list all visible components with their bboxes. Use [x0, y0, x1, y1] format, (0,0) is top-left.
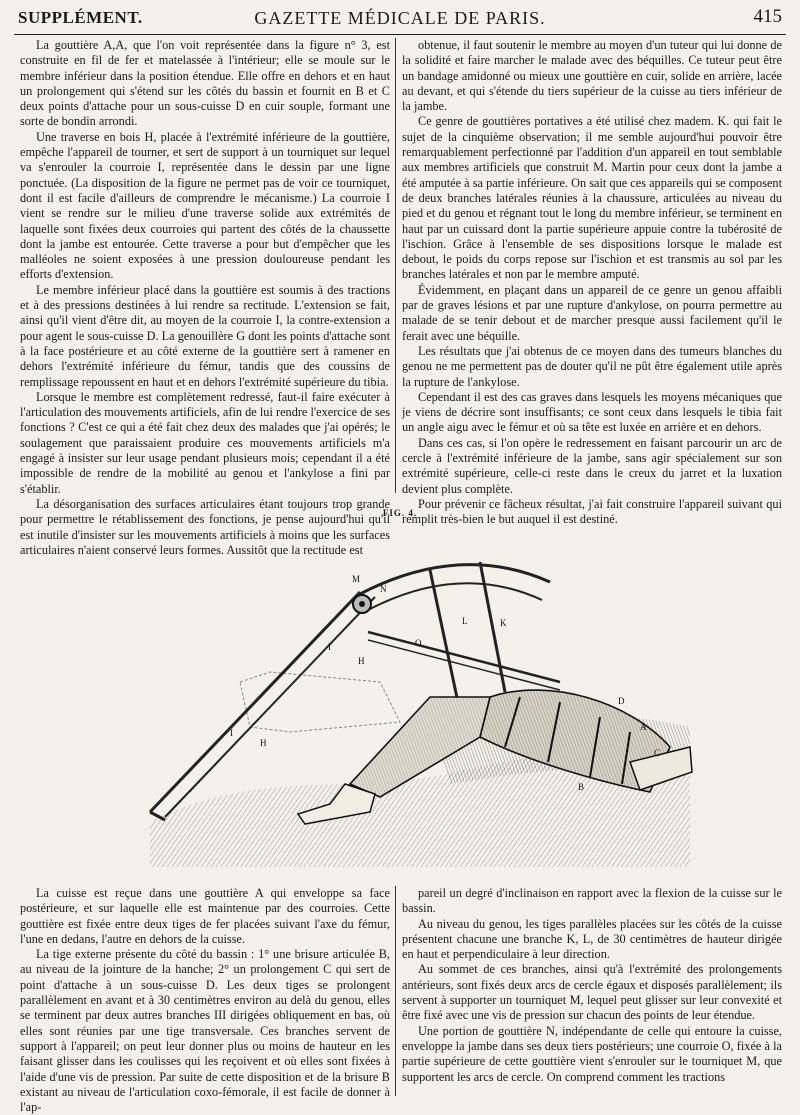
- page-header: [14, 4, 786, 35]
- figure-letter-I: I: [230, 728, 233, 738]
- paragraph: Ce genre de gouttières portatives a été utilisé chez madem. K. qui fait le sujet de la cinquième observation; il me semble aujourd'hui pouvoir être remarquablement perfectionné par l'addition d'un appareil en tout semblable aux membres artificiels que construit M. Martin pour ceux dont la jambe a été amputée à sa partie inférieure. On sait que ces appareils qui se composent de deux branches latérales réunies à la chaussure, articulées au niveau du pied et du genou et régnant tout le long du membre inférieur, se terminent en haut par un cuissard dont la partie supérieure appuie contre la tubérosité de l'ischion. Grâce à l'ensemble de ses dispositions lorsque le malade est debout, le poids du corps repose sur l'ischion et est transmis au sol par les branches latérales et non par le membre amputé.: [402, 114, 782, 282]
- figure-letter-C: C: [654, 748, 661, 758]
- crossbar-upper: [368, 632, 560, 682]
- figure-letter-H: H: [358, 656, 365, 666]
- paragraph: Cependant il est des cas graves dans lesquels les moyens mécaniques que je viens de décrire sont insuffisants; ce sont ceux dans lesquels le tibia fait un angle aigu avec le fémur et où sa tête est luxée en arrière et en dehors.: [402, 389, 782, 435]
- figure-letter-L: L: [462, 616, 468, 626]
- arc-upper: [360, 565, 550, 594]
- column-left-bottom: [20, 886, 390, 1115]
- figure-letter-N: N: [380, 584, 387, 594]
- figure-letter-D: D: [618, 696, 625, 706]
- column-right-bottom: [402, 886, 782, 1096]
- arc-lower: [368, 583, 542, 610]
- header-supplement: SUPPLÉMENT.: [18, 8, 143, 27]
- paragraph: obtenue, il faut soutenir le membre au moyen d'un tuteur qui lui donne de la solidité et faire marcher le malade avec des béquilles. Ce tuteur peut être un bandage amidonné ou mieux une gouttière en cuir, solide en arrière, lacée au devant, et qui s'étende du tiers supérieur de la cuisse au tiers inférieur de la jambe.: [402, 38, 782, 114]
- figure-letter-H: H: [260, 738, 267, 748]
- paragraph: Au sommet de ces branches, ainsi qu'à l'extrémité des prolongements antérieurs, sont fixés deux arcs de cercle égaux et disposés parallèlement; ils servent à supporter un tourniquet M, lequel peut glisser sur leur convexité et être fixé avec une vis de pression sur chacun des points de leur étendue.: [402, 962, 782, 1023]
- figure-letter-O: O: [415, 638, 422, 648]
- journal-title: GAZETTE MÉDICALE DE PARIS.: [254, 8, 546, 28]
- leg-outline-dotted: [240, 672, 400, 732]
- figure-letter-K: K: [500, 618, 507, 628]
- paragraph: pareil un degré d'inclinaison en rapport avec la flexion de la cuisse sur le bassin.: [402, 886, 782, 916]
- paragraph: Évidemment, en plaçant dans un appareil de ce genre un genou affaibli par de graves lésions et par une rupture d'ankylose, on pourra permettre au malade de se tenir debout et de marcher presque aussi facilement qu'il le ferait avec une béquille.: [402, 282, 782, 343]
- paragraph: Lorsque le membre est complètement redressé, faut-il faire exécuter à l'articulation des mouvements artificiels, afin de lui rendre l'exercice de ses fonctions ? C'est ce qui a été fait chez deux des malades que j'ai opérés; le soulagement que paraissaient produire ces mouvements artificiels m'a engagé à insister sur leur usage pendant plusieurs mois; cependant il a été impossible de rendre de la mobilité au genou et l'ankylose a fini par s'établir.: [20, 389, 390, 496]
- column-divider: [395, 886, 396, 1096]
- column-left-top: [20, 38, 390, 557]
- paragraph: Le membre inférieur placé dans la gouttière est soumis à des tractions et à des pressions destinées à lui rendre sa rectitude. L'extension se fait, ainsi qu'il vient d'être dit, au moyen de la courroie I, la contre-extension a pour agent le sous-cuisse D. La genouillère G dont les points d'attache sont à la face postérieure et au côté externe de la gouttière sert à ramener en dehors l'extrémité inférieure du fémur, tandis que des coussins de remplissage repoussent en haut et en dehors l'extrémité supérieure du tibia.: [20, 282, 390, 389]
- figure-engraving: [130, 522, 700, 867]
- column-divider: [395, 38, 396, 493]
- page-number: 415: [753, 6, 782, 27]
- vertical-branch-L: [430, 570, 460, 712]
- figure-caption: FIG. 4.: [382, 508, 418, 518]
- paragraph: Au niveau du genou, les tiges parallèles placées sur les côtés de la cuisse présentent chacune une branche K, L, de 30 centimètres de hauteur dirigée en haut et perpendiculaire à leur direction.: [402, 916, 782, 962]
- column-right-top: [402, 38, 782, 527]
- paragraph: La gouttière A,A, que l'on voit représentée dans la figure n° 3, est construite en fil de fer et matelassée à l'intérieur; elle se moule sur le membre inférieur dans la position étendue. Elle offre en dehors et en haut un prolongement qui s'étend sur les côtés du bassin et fournit en B et C deux points d'attache pour un sous-cuisse D en cuir souple, formant une sorte de bondin arrondi.: [20, 38, 390, 129]
- paragraph: Pour prévenir ce fâcheux résultat, j'ai fait construire l'appareil suivant qui remplit très-bien le but auquel il est destiné.: [402, 496, 782, 527]
- figure-letter-M: M: [352, 574, 361, 584]
- paragraph: Les résultats que j'ai obtenus de ce moyen dans des tumeurs blanches du genou ne me permettent pas de douter qu'il ne pût être également utile après la rupture de l'ankylose.: [402, 343, 782, 389]
- paragraph: La tige externe présente du côté du bassin : 1° une brisure articulée B, au niveau de la jointure de la hanche; 2° un prolongement C qui sert de point d'attache à un sous-cuisse D. Les deux tiges se prolongent parallèlement en avant et à 30 centimètres environ au delà du genou, elles se terminent par deux autres branches III dirigées obliquement en bas, où elles sont réunies par une tige transversale. Ces branches servent de support à l'appareil; on peut leur donner plus ou moins de hauteur en les faisant glisser dans les coulisses qui les reçoivent et où elles sont fixées à l'aide d'une vis de pression. Par suite de cette disposition et de la brisure B existant au niveau de l'articulation coxo-fémorale, il est facile de donner à l'ap-: [20, 947, 390, 1115]
- paragraph: Une traverse en bois H, placée à l'extrémité inférieure de la gouttière, empêche l'appareil de tourner, et sert de support à un tourniquet sur lequel va s'enrouler la courroie I, représentée dans le dessin par une ligne ponctuée. (La disposition de la figure ne permet pas de voir ce tourniquet, dont il est facile d'ailleurs de comprendre le mécanisme.) La courroie I vient se rendre sur le milieu d'une traverse solide aux extrémités de laquelle sont fixées deux courroies qui partent des côtés de la chaussette dont la jambe est entourée. Cette traverse a pour but d'empêcher que les malléoles ne soient exposées à une pression douloureuse pendant les efforts d'extension.: [20, 129, 390, 282]
- support-bar-front: [150, 592, 360, 812]
- figure-letter-A: A: [640, 722, 647, 732]
- figure-letter-B: B: [578, 782, 585, 792]
- paragraph: Une portion de gouttière N, indépendante de celle qui entoure la cuisse, enveloppe la jambe dans ses deux tiers postérieurs; une courroie O, fixée à la partie supérieure de cette gouttière vient s'enrouler sur le tourniquet M, que supportent les arcs de cercle. On comprend comment les tractions: [402, 1023, 782, 1084]
- orthopedic-apparatus-illustration: [130, 522, 700, 867]
- figure-letter-I: I: [328, 642, 331, 652]
- paragraph: La cuisse est reçue dans une gouttière A qui enveloppe sa face postérieure, et sur laquelle elle est maintenue par des courroies. Cette gouttière est fixée entre deux tiges de fer placées suivant l'axe du fémur, l'une en dedans, l'autre en dehors de la cuisse.: [20, 886, 390, 946]
- paragraph: La désorganisation des surfaces articulaires étant toujours trop grande pour permettre le rétablissement des fonctions, je pense aujourd'hui qu'il est inutile d'insister sur les mouvements artificiels à moins que les surfaces articulaires n'aient conservé leurs formes. Aussitôt que la rectitude est: [20, 496, 390, 557]
- paragraph: Dans ces cas, si l'on opère le redressement en faisant parcourir un arc de cercle à l'extrémité inférieure de la jambe, sans agir spécialement sur son extrémité supérieure, celle-ci reste dans le creux du jarret et la luxation devient plus complète.: [402, 435, 782, 496]
